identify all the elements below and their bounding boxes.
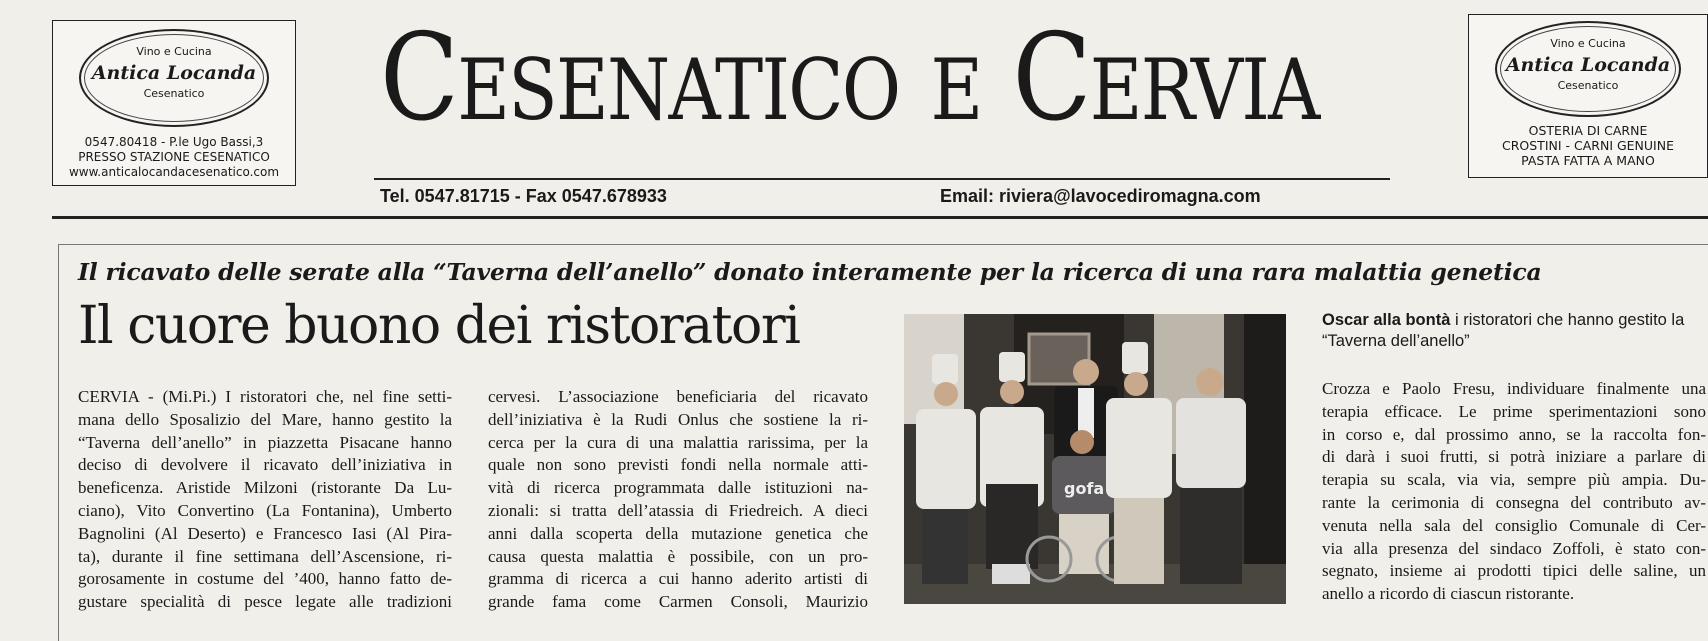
article-headline: Il cuore buono dei ristoratori (78, 296, 800, 356)
text-line: Bagnolini (Al Deserto) e Francesco Iasi (Al Pira- (78, 523, 452, 543)
text-line: anni dalla scoperta della mutazione genetica che (488, 523, 868, 543)
text-line: via alla presenza del sindaco Zoffoli, è stato con- (1322, 538, 1706, 558)
text-line: CERVIA - (Mi.Pi.) I ristoratori che, nel fine setti- (78, 387, 452, 406)
text-line: beneficenza. Aristide Milzoni (ristorante Da Lu- (78, 478, 452, 498)
text-line: segnato, insieme ai prodotti tipici delle saline, un (1322, 561, 1706, 581)
text-line: di darà i suoi frutti, si potrà iniziare a parlare di (1322, 447, 1706, 467)
text-line: “Taverna dell’anello” in piazzetta Pisacane hanno (78, 432, 452, 452)
restaurant-logo (1495, 21, 1681, 117)
text-line: quale non sono previsti fondi nella normale atti- (488, 455, 868, 475)
article-column-3 (1322, 378, 1706, 606)
restaurant-logo (79, 29, 269, 127)
ad-antica-locanda-left (52, 20, 296, 186)
text-line: ta), durante il fine settimana dell’Ascensione, ri- (78, 546, 452, 566)
text-line: dell’iniziativa è la Rudi Onlus che sostiene la ri- (488, 409, 868, 429)
caption-title: Oscar alla bontà (1322, 311, 1451, 329)
man-in-shirt (1176, 368, 1246, 584)
logo-town: Cesenatico (143, 87, 205, 100)
text-line: gustare specialità di pesce legate alle tradizioni (78, 592, 452, 612)
ad-website: www.anticalocandacesenatico.com (68, 165, 280, 179)
logo-name: Antica Locanda (91, 62, 257, 84)
contact-phone-fax: Tel. 0547.81715 - Fax 0547.678933 (380, 186, 667, 206)
text-line: gorosamente in costume del ’400, hanno fatto de- (78, 569, 452, 589)
logo-name: Antica Locanda (1505, 54, 1671, 76)
article-column-2 (488, 386, 868, 614)
text-line: Crozza e Paolo Fresu, individuare finalmente una (1322, 379, 1706, 398)
text-line: gramma di ricerca a cui hanno aderito artisti di (488, 569, 868, 589)
section-divider (52, 216, 1708, 219)
ad-details (53, 135, 295, 180)
text-line: deciso di devolvere il ricavato dell’iniziativa in (78, 455, 452, 475)
ad-line-1: OSTERIA DI CARNE (1528, 123, 1648, 138)
text-line: ciano), Vito Convertino (La Fontanina), Umberto (78, 500, 452, 520)
photo-caption (1322, 310, 1706, 352)
svg-text:gofa: gofa (1064, 479, 1105, 498)
ad-antica-locanda-right (1468, 14, 1708, 178)
newspaper-masthead: Cesenatico e Cervia (380, 9, 1319, 148)
text-line: in corso e, dal prossimo anno, se la raccolta fon- (1322, 424, 1706, 444)
text-line: terapia su scala, via via, sempre più ampia. Du- (1322, 470, 1706, 490)
ad-phone-address: 0547.80418 - P.le Ugo Bassi,3 (84, 135, 264, 149)
text-line: vità di ricerca programmata dalle istituzioni na- (488, 478, 868, 498)
logo-tagline: Vino e Cucina (136, 45, 212, 58)
ad-location: PRESSO STAZIONE CESENATICO (78, 150, 270, 164)
photo-illustration (904, 314, 1286, 604)
text-line: cerca per la cura di una malattia rarissima, per la (488, 432, 868, 452)
article-column-1 (78, 386, 452, 614)
article-kicker: Il ricavato delle serate alla “Taverna dell’anello” donato interamente per la ricerca di una rara malattia genetica (78, 258, 1542, 286)
ad-line-2: CROSTINI - CARNI GENUINE (1502, 138, 1674, 153)
text-line: causa questa malattia è possibile, con un pro- (488, 546, 868, 566)
ad-line-3: PASTA FATTA A MANO (1521, 153, 1655, 168)
text-line: mana dello Sposalizio del Mare, hanno gestito la (78, 409, 452, 429)
logo-town: Cesenatico (1557, 79, 1619, 92)
text-line: anello a ricordo di ciascun ristorante. (1322, 584, 1575, 604)
text-line: venuta nella sala del consiglio Comunale di Cer- (1322, 515, 1706, 535)
text-line: cervesi. L’associazione beneficiaria del ricavato (488, 387, 868, 406)
logo-tagline: Vino e Cucina (1550, 37, 1626, 50)
text-line: zionali: si tratta dell’atassia di Friedreich. A dieci (488, 500, 868, 520)
text-line: grande fama come Carmen Consoli, Maurizio (488, 592, 868, 612)
text-line: rante la cerimonia di consegna del contributo av- (1322, 492, 1706, 512)
caption-text: i ristoratori che hanno gestito la “Taverna dell’anello” (1322, 311, 1685, 350)
article-photo (904, 314, 1286, 604)
contact-email: Email: riviera@lavocediromagna.com (940, 186, 1261, 206)
masthead-rule (374, 178, 1390, 180)
ad-details (1469, 123, 1707, 168)
text-line: terapia efficace. Le prime sperimentazioni sono (1322, 401, 1706, 421)
